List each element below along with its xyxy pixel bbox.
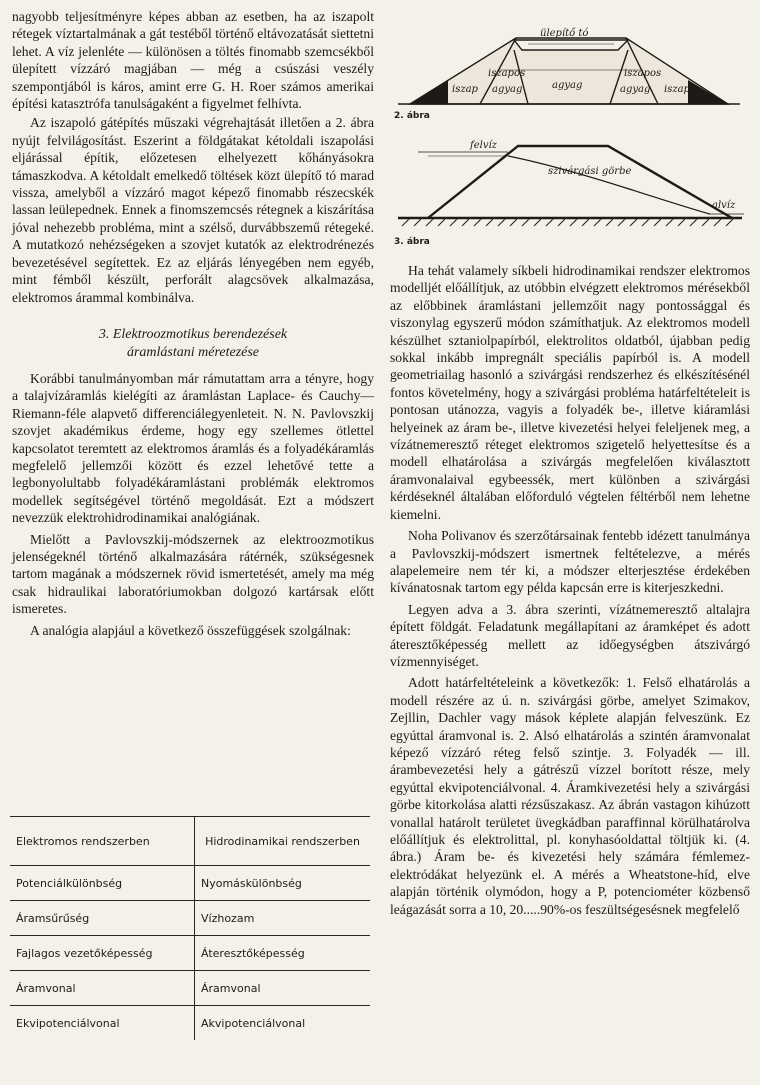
table-cell: Áramsűrűség: [10, 901, 195, 936]
paragraph: Adott határfeltételeink a következők: 1. Felső elhatárolás a modell részére az ú. n. szivárgási görbe, amelyet Szimakov, Zejllin, Dachler vagy mások képlete alapján felveszünk. Ez egyúttal áramvonal is. 2. Alsó elhatárolás a szintén áramvonalat képező vízzáró réteg felső szintje. 3. Folyadék — ill. árambevezetési hely a gátrészű vízzel borított része, mely egyúttal ekvipotenciálvonal. 4. Áramkivezetési hely a szivárgási görbe kitorkolása alatti rézsűszakasz. Az ábrán vastagon kihúzott vonallal határolt területet üvegkádban paraffinnal körülhatárolva előállítjuk és elektrolittal, pl. konyhasóoldattal töltjük ki. (4. ábra.) Áram be- és kivezetési hely számára fémlemez-elektródákat helyezünk el. A mérés a Wheatstone-híd, elve alapján történik olymódon, hogy a P, potenciométer közbenső leágazását sorra a 10, 20.....90%-os feszültségesésnek megfelelő: [390, 675, 750, 917]
table-cell: Fajlagos vezetőképesség: [10, 936, 195, 971]
pond-label: ülepítő tó: [540, 28, 589, 39]
paragraph: Az iszapoló gátépítés műszaki végrehajtását illetően a 2. ábra nyújt felvilágosítást. Eszerint a földgátakat kétoldali iszapolási eljárással építik, előzetesen elhelyezett kőhányásokra támaszkodva. A kétoldalt emelkedő töltések közt ülepítő tó marad vissza, amelyből a vízzáró magot képező finomabb részecskék lassan leülepednek. Ennek a finomszemcsés rétegnek a kiszárítása jóval nehezebb probléma, mint a szélső, durvábbszemű rétegeké. A mutatkozó nehézségeken a szovjet kutatók az elektrodrénezés bevezetésével segítettek. Ez az eljárás lényegében nem egyéb, mint fémből készült, perforált alagcsövek alkalmazása, elektromos árammal kombinálva.: [12, 115, 374, 305]
figure-2-dam-cross-section: [388, 10, 750, 120]
section-title-line2: áramlástani méretezése: [126, 344, 260, 360]
table-cell: Potenciálkülönbség: [10, 866, 195, 901]
silt-left-label: iszap: [452, 84, 478, 95]
section-title-line1: 3. Elektroozmotikus berendezések: [98, 326, 288, 342]
table-cell: Nyomáskülönbség: [195, 866, 371, 901]
table-row: [10, 866, 370, 901]
table-cell: Áramvonal: [195, 971, 371, 1006]
figure-2-caption: 2. ábra: [394, 111, 430, 120]
silty-clay-right-label-2: agyag: [620, 84, 651, 95]
left-column: [12, 8, 374, 639]
seepage-curve-label: szivárgási görbe: [548, 166, 632, 177]
silty-clay-left-label-2: agyag: [492, 84, 523, 95]
table-cell: Áteresztőképesség: [195, 936, 371, 971]
silty-clay-right-label: iszapos: [624, 68, 662, 79]
table-cell: Akvipotenciálvonal: [195, 1006, 371, 1041]
downstream-water-label: alvíz: [712, 200, 736, 211]
section-heading: [12, 326, 374, 362]
table-row: [10, 971, 370, 1006]
table-header-row: [10, 817, 370, 866]
table-row: [10, 936, 370, 971]
upstream-water-label: felvíz: [470, 140, 497, 151]
figure-3-caption: 3. ábra: [394, 237, 430, 247]
table-header-cell: Elektromos rendszerben: [10, 817, 195, 866]
paragraph: Noha Polivanov és szerzőtársainak fentebb idézett tanulmánya a Pavlovszkij-módszert ismertnek feltételezve, a mérés alapelemeire nem tér ki, a módszer elterjesztése érdekében kívánatosnak tartom egy példa kapcsán erre is kiterjeszkedni.: [390, 528, 750, 596]
clay-label: agyag: [552, 80, 583, 91]
paragraph: Korábbi tanulmányomban már rámutattam arra a tényre, hogy a talajvízáramlás kielégíti az áramlástan Laplace- és Cauchy—Riemann-féle alapvető differenciálegyenleteit. N. N. Pavlovszkij szovjet akadémikus érdeme, hogy egy szellemes ötlettel kapcsolatot teremtett az elektromos áramlás és a folyadékáramlás megfelelő jellemzői között és ezzel lehetővé tette a legbonyolultabb folyadékáramlástani problémák elektromos modellek segítségével történő megoldását. Ezt a módszert nevezzük elektrohidrodinamikai analógiának.: [12, 370, 374, 526]
paragraph: Legyen adva a 3. ábra szerinti, vízátnemeresztő altalajra épített földgát. Feladatunk megállapítani az áramképet és adott áteresztőképesség mellett az időegységben átszivárgó vízmennyiséget.: [390, 601, 750, 669]
right-column: [390, 262, 750, 918]
silty-clay-left-label: iszapos: [488, 68, 526, 79]
paragraph: Ha tehát valamely síkbeli hidrodinamikai rendszer elektromos modelljét előállítjuk, az utóbbin elvégzett elektromos mérésekből az előbbinek áramlástani jellemzőit nagy pontossággal és viszonylag egyszerű módon számíthatjuk. Az elektromos modell készülhet sztaniolpapírból, elektrolitos oldatból, újabban pedig sokkal inkább impregnált speciális papírból is. A modell geometriailag hasonló a szivárgási rendszerhez és elkészítésénél fontos követelmény, hogy a szivárgási probléma határfeltételeit is pontosan utánozza, vagyis a folyadék be-, illetve kiáramlási helyeinek az áram be-, illetve kivezetési helyei feleljenek meg, a vízátnemeresztő réteget elektromos szigetelő helyettesítse és a modell elhatárolása a szivárgás megfelelően kiválasztott áramvonalaival egybeessék, mert különben a szivárgási kérdéseknél általában előforduló végtelen féltérből nem lehetne kiemelni.: [390, 263, 750, 522]
figure-3-seepage-dam: [388, 130, 750, 248]
paragraph: nagyobb teljesítményre képes abban az esetben, ha az iszapolt rétegek víztartalmának a gát testéből történő eltávozatását siettetni lehet. A víz jelenléte — különösen a töltés finomabb szemcsékből ülepített vízzáró magjában — még a csúszási veszély szempontjából is káros, amint erre G. H. Roer számos amerikai építési katasztrófa tanulságaként a figyelmet felhívta.: [12, 9, 374, 112]
paragraph: A analógia alapjául a következő összefüggések szolgálnak:: [30, 622, 351, 638]
table-header-cell: Hidrodinamikai rendszerben: [195, 817, 371, 866]
table-cell: Ekvipotenciálvonal: [10, 1006, 195, 1041]
table-cell: Vízhozam: [195, 901, 371, 936]
analogy-table: [10, 816, 370, 1040]
table-row: [10, 1006, 370, 1041]
table-cell: Áramvonal: [10, 971, 195, 1006]
table-row: [10, 901, 370, 936]
silt-right-label: iszap: [664, 84, 690, 95]
paragraph: Mielőtt a Pavlovszkij-módszernek az elektroozmotikus jelenségeknél történő alkalmazására rátérnék, szükségesnek tartom magának a módszernek rövid ismertetését, amely ma még csak hidraulikai laboratóriumokban dolgozó kartársak előtt ismeretes.: [12, 531, 374, 617]
